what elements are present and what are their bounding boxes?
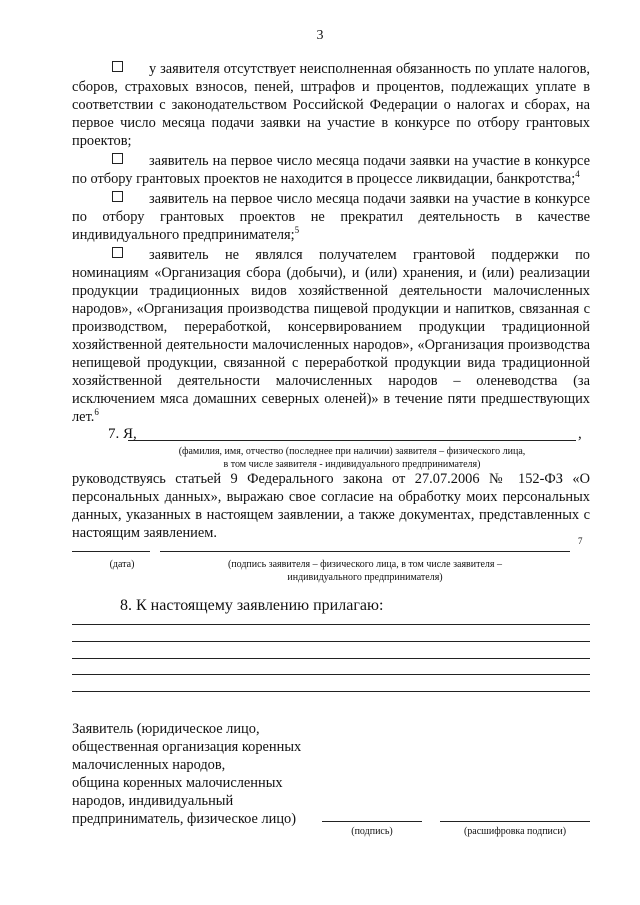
date-caption: (дата) [109,559,135,570]
item-text: заявитель на первое число месяца подачи заявки на участие в конкурсе по отбору грантовых проектов не находится в процессе ликвидации, банкротства; [72,153,590,187]
page-number: 3 [316,28,324,43]
checkbox[interactable] [112,61,123,72]
caption-line: индивидуального предпринимателя) [287,572,443,583]
caption-line: (подпись заявителя – физического лица, в том числе заявителя – [227,559,503,570]
conditions-list [72,60,590,428]
full-name-caption [128,445,576,471]
list-item [72,246,590,426]
item-text: заявитель на первое число месяца подачи заявки на участие в конкурсе по отбору грантовых проектов не прекратил деятельность в качестве индивидуального предпринимателя; [72,191,590,243]
item-text: заявитель не являлся получателем грантовой поддержки по номинациям «Организация сбора (добычи), и (или) хранения, и (или) реализации продукции традиционных видов хозяйственной деятельности малочисленных народов», «Организация производства пищевой продукции и напитков, связанная с производством, переработкой, консервированием продукции традиционной хозяйственной деятельности малочисленных народов», «Организация производства непищевой продукции, связанной с переработкой продукции вида традиционной хозяйственной деятельности малочисленных народов – оленеводства (за исключением мяса домашних северных оленей)» в течение пяти предшествующих лет. [72,247,590,425]
caption-line: (фамилия, имя, отчество (последнее при наличии) заявителя – физического лица, [178,446,526,457]
applicant-line: предприниматель, физическое лицо) [72,811,297,827]
list-item [72,152,590,188]
attachment-line[interactable] [72,624,590,625]
attachment-line[interactable] [72,691,590,692]
signature-caption: (подпись) [351,826,393,837]
date-field[interactable] [72,551,150,552]
applicant-line: малочисленных народов, [72,757,226,773]
signature-field[interactable] [160,551,570,552]
signature-caption [160,558,570,584]
section7-comma: , [578,426,582,442]
applicant-block [72,720,332,828]
footnote-mark: 5 [294,225,300,236]
attachment-line[interactable] [72,674,590,675]
consent-text: руководствуясь статьей 9 Федерального закона от 27.07.2006 № 152-ФЗ «О персональных данных», выражаю свое согласие на обработку моих персональных данных, указанных в настоящем заявлении, а также документах, представленных с настоящим заявлением. [72,471,590,541]
section7-label: 7. Я, [108,426,137,442]
caption-line: в том числе заявителя - индивидуального предпринимателя) [223,459,481,470]
applicant-line: община коренных малочисленных [72,775,283,791]
footnote-mark: 6 [94,407,99,418]
applicant-line: народов, индивидуальный [72,793,234,809]
decoding-caption: (расшифровка подписи) [463,826,567,837]
list-item [72,60,590,150]
footnote-mark: 4 [575,169,580,180]
full-name-field[interactable] [128,440,576,441]
checkbox[interactable] [112,153,123,164]
item-text: у заявителя отсутствует неисполненная обязанность по уплате налогов, сборов, страховых взносов, пеней, штрафов и процентов, подлежащих уплате в соответствии с законодательством Российской Федерации о налогах и сборах, на первое число месяца подачи заявки на участие в конкурсе по отбору грантовых проектов; [72,61,590,149]
signature-decoding-field[interactable] [440,821,590,822]
checkbox[interactable] [112,191,123,202]
applicant-line: общественная организация коренных [72,739,302,755]
checkbox[interactable] [112,247,123,258]
attachment-line[interactable] [72,641,590,642]
list-item [72,190,590,244]
section8-label: 8. К настоящему заявлению прилагаю: [120,597,384,614]
footnote-mark: 7 [578,536,583,546]
applicant-line: Заявитель (юридическое лицо, [72,721,260,737]
applicant-signature-field[interactable] [322,821,422,822]
attachment-line[interactable] [72,658,590,659]
